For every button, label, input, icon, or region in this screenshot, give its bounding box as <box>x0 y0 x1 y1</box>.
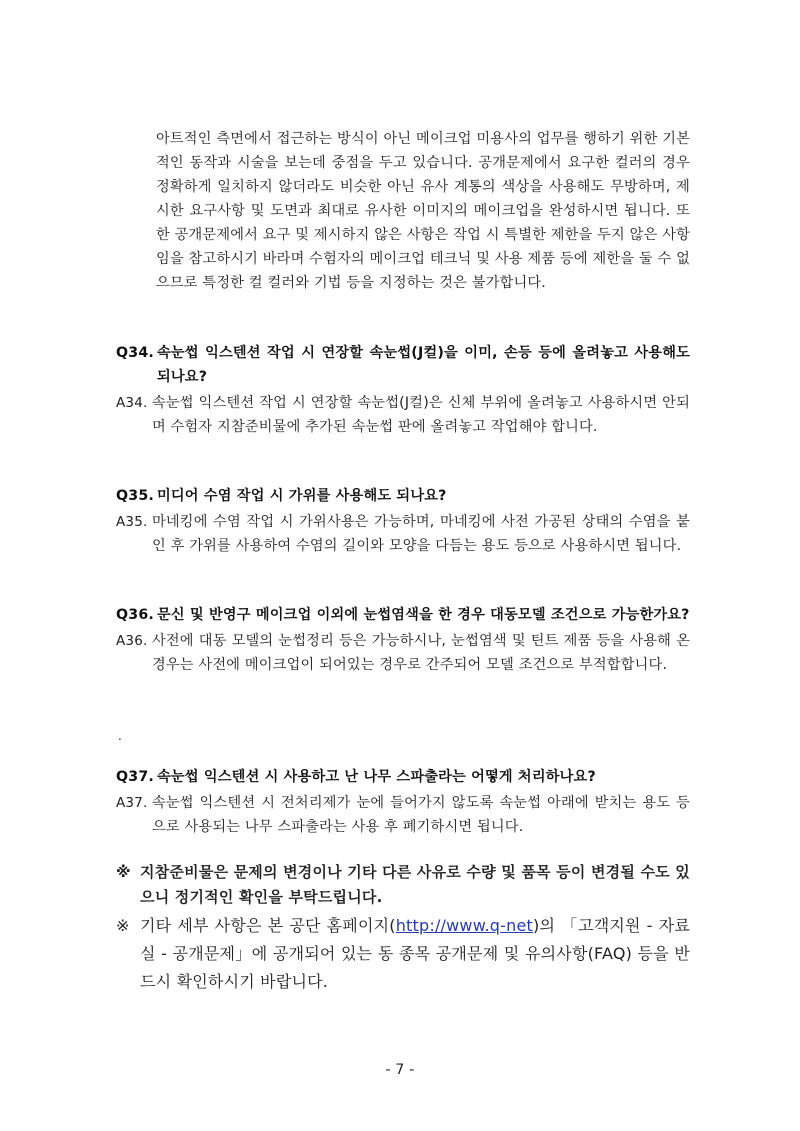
answer <box>116 629 690 677</box>
question-label: Q35. <box>116 488 154 504</box>
reference-mark-icon: ※ <box>116 863 131 881</box>
notice-text: 지참준비물은 문제의 변경이나 기타 다른 사유로 수량 및 품목 등이 변경될 수도 있으니 정기적인 확인을 부탁드립니다. <box>140 863 690 906</box>
question <box>116 603 690 627</box>
intro-paragraph: 아트적인 측면에서 접근하는 방식이 아닌 메이크업 미용사의 업무를 행하기 위한 기본적인 동작과 시술을 보는데 중점을 두고 있습니다. 공개문제에서 요구한 컬러의 경우 정확하게 일치하지 않더라도 비슷한 아닌 유사 계통의 색상을 사용해도 무방하며, 제시한 요구사항 및 도면과 최대로 유사한 이미지의 메이크업을 완성하시면 됩니다. 또한 공개문제에서 요구 및 제시하지 않은 사항은 작업 시 특별한 제한을 두지 않은 사항임을 참고하시기 바라며 수험자의 메이크업 테크닉 및 사용 제품 등에 제한을 둘 수 없으므로 특정한 컬 컬러와 기법 등을 지정하는 것은 불가합니다. <box>156 131 691 291</box>
page-number: - 7 - <box>385 1062 415 1078</box>
reference-mark-icon: ※ <box>116 916 130 935</box>
notice-section <box>116 860 690 996</box>
question-text: 미디어 수염 작업 시 가위를 사용해도 되나요? <box>157 488 447 504</box>
question <box>116 341 690 389</box>
answer <box>116 391 690 439</box>
question-text: 속눈썹 익스텐션 작업 시 연장할 속눈썹(J컬)을 이미, 손등 등에 올려놓고 사용해도 되나요? <box>157 345 690 385</box>
notice-item-2 <box>116 912 690 996</box>
question-text: 문신 및 반영구 메이크업 이외에 눈썹염색을 한 경우 대동모델 조건으로 가능한가요? <box>157 607 690 623</box>
notice-text-after: )의 「고객지원 - 자료실 - 공개문제」에 공개되어 있는 동 종목 공개문제 및 유의사항(FAQ) 등을 반드시 확인하시기 바랍니다. <box>140 916 690 991</box>
answer-label: A34. <box>116 395 148 411</box>
answer-label: A37. <box>116 795 148 811</box>
answer-text: 속눈썹 익스텐션 시 전처리제가 눈에 들어가지 않도록 속눈썹 아래에 받치는 용도 등으로 사용되는 나무 스파출라는 사용 후 폐기하시면 됩니다. <box>152 795 690 835</box>
qa-item-35 <box>116 484 690 558</box>
qnet-link[interactable]: http://www.q-net <box>395 916 533 935</box>
question <box>116 765 690 789</box>
question-text: 속눈썹 익스텐션 시 사용하고 난 나무 스파출라는 어떻게 처리하나요? <box>157 769 596 785</box>
notice-text <box>140 912 690 996</box>
stray-dot: . <box>118 729 123 743</box>
answer-text: 속눈썹 익스텐션 작업 시 연장할 속눈썹(J컬)은 신체 부위에 올려놓고 사용하시면 안되며 수험자 지참준비물에 추가된 속눈썹 판에 올려놓고 작업해야 합니다. <box>152 395 690 435</box>
answer-label: A36. <box>116 633 148 649</box>
answer <box>116 510 690 558</box>
answer-text: 마네킹에 수염 작업 시 가위사용은 가능하며, 마네킹에 사전 가공된 상태의 수염을 붙인 후 가위를 사용하여 수염의 길이와 모양을 다듬는 용도 등으로 사용하시면 됩니다. <box>152 514 690 554</box>
question-label: Q34. <box>116 345 154 361</box>
notice-item-1 <box>116 860 690 910</box>
notice-text-before: 기타 세부 사항은 본 공단 홈페이지( <box>140 916 396 935</box>
answer-label: A35. <box>116 514 148 530</box>
question-label: Q36. <box>116 607 154 623</box>
question <box>116 484 690 508</box>
qa-item-34 <box>116 341 690 439</box>
qa-item-36 <box>116 603 690 677</box>
qa-item-37 <box>116 765 690 839</box>
answer <box>116 791 690 839</box>
answer-text: 사전에 대동 모델의 눈썹정리 등은 가능하시나, 눈썹염색 및 틴트 제품 등을 사용해 온 경우는 사전에 메이크업이 되어있는 경우로 간주되어 모델 조건으로 부적합합니다. <box>152 633 690 673</box>
question-label: Q37. <box>116 769 154 785</box>
